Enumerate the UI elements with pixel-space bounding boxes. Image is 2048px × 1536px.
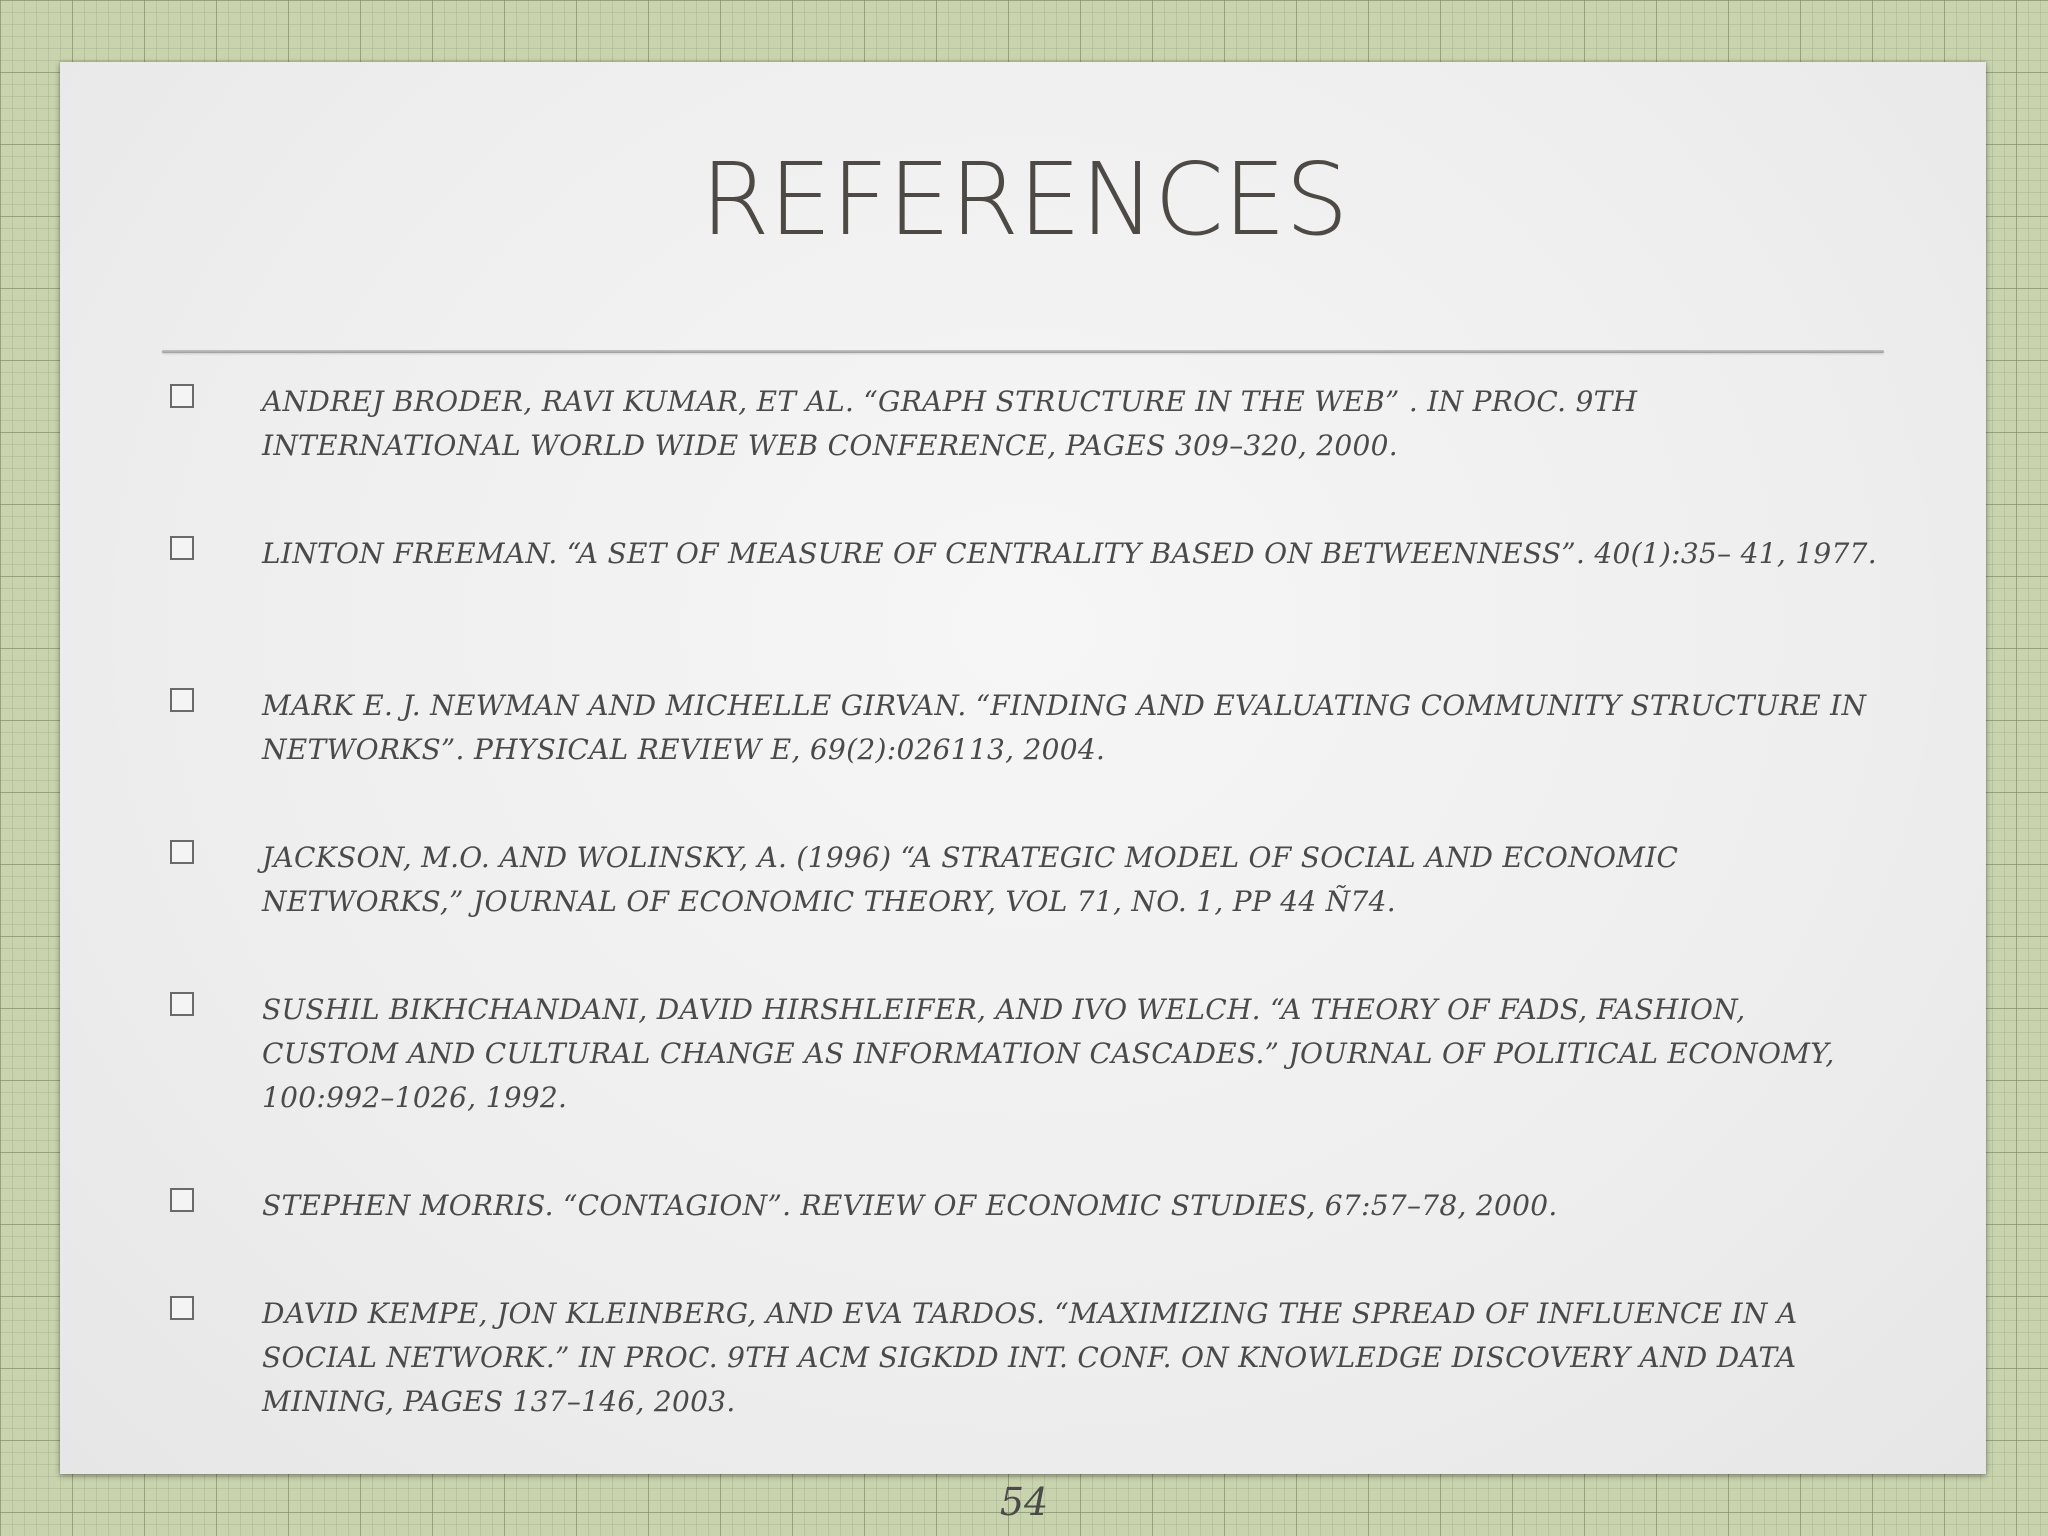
checkbox-bullet-icon — [170, 1296, 194, 1320]
checkbox-bullet-icon — [170, 992, 194, 1016]
checkbox-bullet-icon — [170, 384, 194, 408]
checkbox-bullet-icon — [170, 840, 194, 864]
reference-text: DAVID KEMPE, JON KLEINBERG, AND EVA TARDOS. “MAXIMIZING THE SPREAD OF INFLUENCE IN A SOCIAL NETWORK.” IN PROC. 9TH ACM SIGKDD INT. CONF. ON KNOWLEDGE DISCOVERY AND DATA MINING, PAGES 137–146, 2003. — [262, 1297, 1798, 1418]
checkbox-bullet-icon — [170, 1188, 194, 1212]
reference-text: ANDREJ BRODER, RAVI KUMAR, ET AL. “GRAPH STRUCTURE IN THE WEB” . IN PROC. 9TH INTERNATIONAL WORLD WIDE WEB CONFERENCE, PAGES 309–320, 2000. — [262, 385, 1638, 462]
reference-text: LINTON FREEMAN. “A SET OF MEASURE OF CENTRALITY BASED ON BETWEENNESS”. 40(1):35– 41, 1977. — [262, 537, 1877, 570]
checkbox-bullet-icon — [170, 536, 194, 560]
reference-text: MARK E. J. NEWMAN AND MICHELLE GIRVAN. “FINDING AND EVALUATING COMMUNITY STRUCTURE IN NETWORKS”. PHYSICAL REVIEW E, 69(2):026113, 2004. — [262, 689, 1867, 766]
reference-text: JACKSON, M.O. AND WOLINSKY, A. (1996) “A STRATEGIC MODEL OF SOCIAL AND ECONOMIC NETWORKS,” JOURNAL OF ECONOMIC THEORY, VOL 71, NO. 1, PP 44 Ñ74. — [262, 841, 1679, 918]
slide-title: REFERENCES — [700, 141, 1348, 258]
reference-text: STEPHEN MORRIS. “CONTAGION”. REVIEW OF ECONOMIC STUDIES, 67:57–78, 2000. — [262, 1189, 1558, 1222]
checkbox-bullet-icon — [170, 688, 194, 712]
reference-text: SUSHIL BIKHCHANDANI, DAVID HIRSHLEIFER, AND IVO WELCH. “A THEORY OF FADS, FASHION, CUSTOM AND CULTURAL CHANGE AS INFORMATION CASCADES.” JOURNAL OF POLITICAL ECONOMY, 100:992–1026, 1992. — [262, 993, 1835, 1114]
page-number: 54 — [999, 1480, 1049, 1524]
